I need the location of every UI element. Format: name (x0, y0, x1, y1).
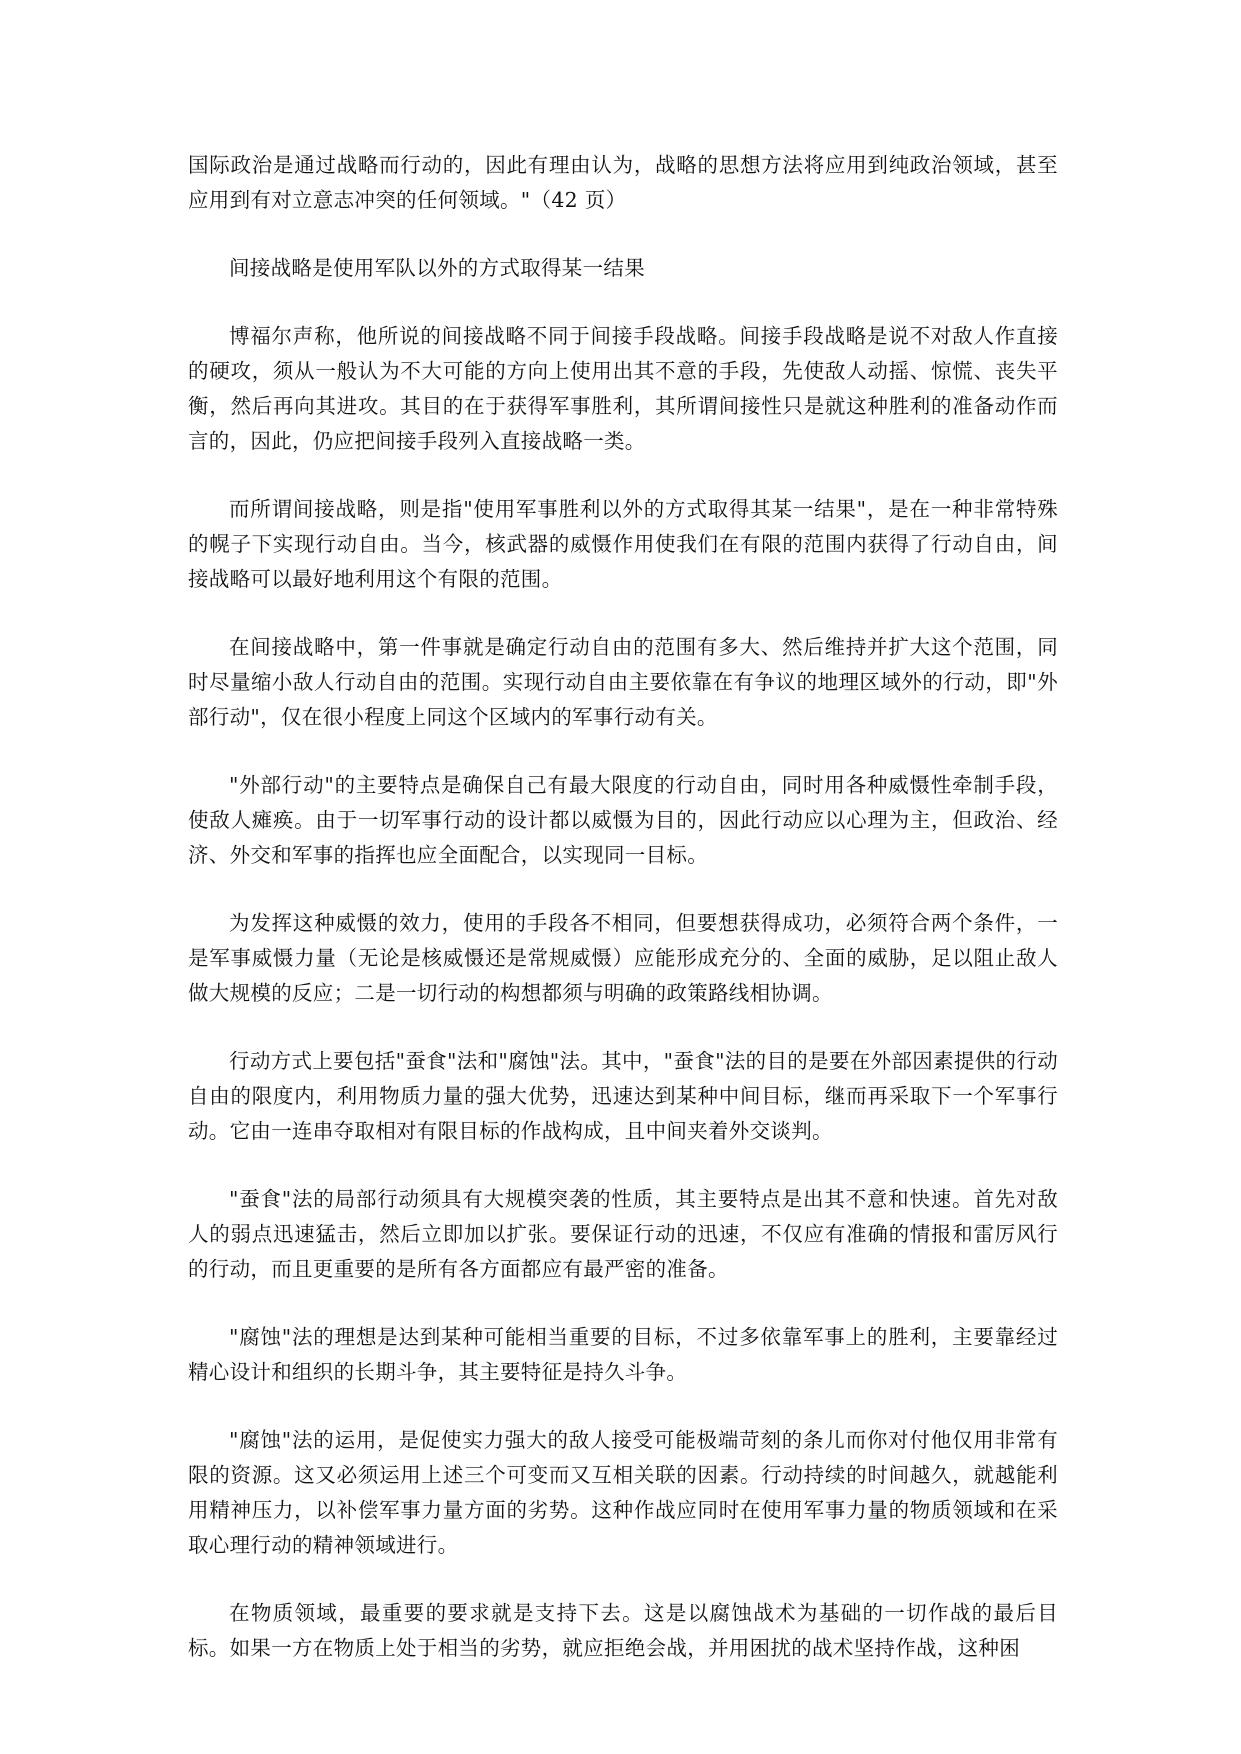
paragraph: "外部行动"的主要特点是确保自己有最大限度的行动自由，同时用各种威慑性牵制手段，使敌人瘫痪。由于一切军事行动的设计都以威慑为目的，因此行动应以心理为主，但政治、经济、外交和军事的指挥也应全面配合，以实现同一目标。 (188, 773, 1058, 867)
paragraph: 博福尔声称，他所说的间接战略不同于间接手段战略。间接手段战略是说不对敌人作直接的硬攻，须从一般认为不大可能的方向上使用出其不意的手段，先使敌人动摇、惊慌、丧失平衡，然后再向其进攻。其目的在于获得军事胜利，其所谓间接性只是就这种胜利的准备动作而言的，因此，仍应把间接手段列入直接战略一类。 (188, 324, 1058, 453)
paragraph: 行动方式上要包括"蚕食"法和"腐蚀"法。其中，"蚕食"法的目的是要在外部因素提供的行动自由的限度内，利用物质力量的强大优势，迅速达到某种中间目标，继而再采取下一个军事行动。它由一连串夺取相对有限目标的作战构成，且中间夹着外交谈判。 (188, 1049, 1058, 1143)
paragraph: "腐蚀"法的运用，是促使实力强大的敌人接受可能极端苛刻的条儿而你对付他仅用非常有限的资源。这又必须运用上述三个可变而又互相关联的因素。行动持续的时间越久，就越能利用精神压力，以补偿军事力量方面的劣势。这种作战应同时在使用军事力量的物质领域和在采取心理行动的精神领域进行。 (188, 1428, 1058, 1557)
paragraph-continuation: 国际政治是通过战略而行动的，因此有理由认为，战略的思想方法将应用到纯政治领域，甚至应用到有对立意志冲突的任何领域。"（42 页） (188, 153, 1058, 212)
document-page (188, 148, 1058, 1699)
paragraph-truncated: 在物质领域，最重要的要求就是支持下去。这是以腐蚀战术为基础的一切作战的最后目标。如果一方在物质上处于相当的劣势，就应拒绝会战，并用困扰的战术坚持作战，这种困 (188, 1601, 1058, 1660)
paragraph: "腐蚀"法的理想是达到某种可能相当重要的目标，不过多依靠军事上的胜利，主要靠经过精心设计和组织的长期斗争，其主要特征是持久斗争。 (188, 1325, 1058, 1384)
paragraph: 在间接战略中，第一件事就是确定行动自由的范围有多大、然后维持并扩大这个范围，同时尽量缩小敌人行动自由的范围。实现行动自由主要依靠在有争议的地理区域外的行动，即"外部行动"，仅在很小程度上同这个区域内的军事行动有关。 (188, 635, 1058, 729)
paragraph: 而所谓间接战略，则是指"使用军事胜利以外的方式取得其某一结果"，是在一种非常特殊的幌子下实现行动自由。当今，核武器的威慑作用使我们在有限的范围内获得了行动自由，间接战略可以最好地利用这个有限的范围。 (188, 497, 1058, 591)
paragraph: "蚕食"法的局部行动须具有大规模突袭的性质，其主要特点是出其不意和快速。首先对敌人的弱点迅速猛击，然后立即加以扩张。要保证行动的迅速，不仅应有准确的情报和雷厉风行的行动，而且更重要的是所有各方面都应有最严密的准备。 (188, 1187, 1058, 1281)
paragraph: 为发挥这种威慑的效力，使用的手段各不相同，但要想获得成功，必须符合两个条件，一是军事威慑力量（无论是核威慑还是常规威慑）应能形成充分的、全面的威胁，足以阻止敌人做大规模的反应；二是一切行动的构想都须与明确的政策路线相协调。 (188, 911, 1058, 1005)
section-heading: 间接战略是使用军队以外的方式取得某一结果 (229, 256, 645, 280)
